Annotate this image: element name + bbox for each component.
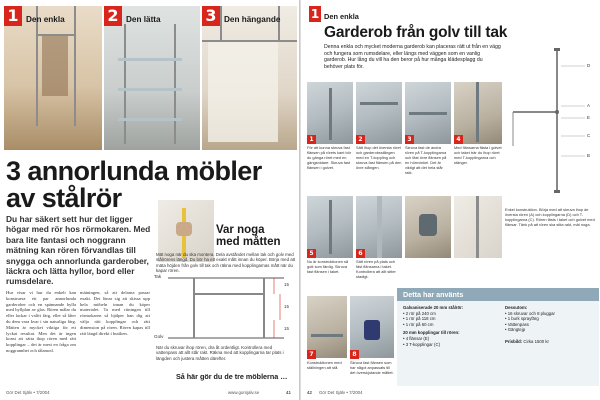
step-number-6: 6 <box>356 249 365 258</box>
step-number-2: 2 <box>356 135 365 144</box>
factbox-line: • 3 T-kopplingar (C) <box>403 341 441 347</box>
section-number: 1 <box>310 7 320 21</box>
step-photo-7 <box>307 296 347 358</box>
step-photo-8 <box>350 296 394 358</box>
factbox-line: • Vattenpass <box>505 321 529 327</box>
step-caption-8: Skruva fast flänsen som har något anpassats till det överskjutande måttet. <box>350 360 394 375</box>
strap-text: Så här gör du de tre möblerna … <box>176 372 288 381</box>
factbox-line: • Gängtejp <box>505 327 526 333</box>
factbox-col2 <box>505 305 595 345</box>
section-lead: Denna enkla och mycket moderna garderob kan placeras rätt ut från en vägg och fungera som rumsdelare, eller längs med väggen som en vanlig garderob. Hur lång du vill ha den beror på hur många klädesplagg du behöver plats för. <box>324 44 501 71</box>
article-title-line1: 3 annorlunda möbler <box>6 156 262 186</box>
footer-right: Gör Det Själv • 7/2004 <box>319 390 363 395</box>
panel-number-1: 1 <box>4 6 22 26</box>
matten-title-line1: Var noga <box>216 224 265 236</box>
step-number-1: 1 <box>307 135 316 144</box>
footer-url: www.gorsjalv.se <box>228 390 260 395</box>
panel-label-2: Den lätta <box>126 15 161 24</box>
factbox-line: • 2 rör på 240 cm <box>403 310 436 316</box>
step-caption-6: Sätt rören på plats och fäst flänsarna i taket. Kontrollera att allt sitter stadigt. <box>356 259 396 279</box>
wardrobe-spec-drawing <box>503 46 599 196</box>
spec-label-c: C <box>587 133 591 138</box>
step-caption-4: Med flänsarna fästa i golvet och taket trär du ihop röret med T-kopplingarna och stänger. <box>454 145 502 165</box>
article-lead: Du har säkert sett hur det ligger högar med rör hos rörmokaren. Med bara lite fantasi och noggrann mätning kan rören förvandlas till snygga och annorlunda garderober, läckra och lätta hyllor, bord eller rumsdelare. <box>6 214 151 287</box>
measurement-diagram <box>154 272 296 366</box>
step-caption-1: För att kunna skruva fast flänsen på rörets kant bör du gänga röret med en gängsnidare. Skruva fast flänsen i golvet. <box>307 145 352 170</box>
matten-caption: Mät noga när du ska montera. Dela avståndet mellan tak och golv med stålrörens längd. Du bör ha ett exakt mått innan du köper. Börja med att mäta höjden från golv till tak och räkna med kopplingarnas mått när du kapar rören. <box>156 252 296 274</box>
factbox-line: • 4 flänsar (E) <box>403 335 430 341</box>
diagram-caption: När du skruvar ihop rören, dra åt ordentligt. Kontrollera med vattenpass att allt står rakt. Räkna med att kopplingarna tar plats i längden och justera måtten därefter. <box>156 345 284 361</box>
panel-number-2: 2 <box>104 6 122 26</box>
step-number-8: 8 <box>350 350 359 359</box>
step-number-4: 4 <box>454 135 463 144</box>
step-number-7: 7 <box>307 350 316 359</box>
photo-den-latta <box>104 6 200 150</box>
footer-left: Gör Det Själv • 7/2004 <box>6 390 50 395</box>
step-caption-7: Konstruktionen med ställningen att stå. <box>307 360 342 370</box>
body-column-1: Hur visar vi hur du enkelt kan konstruera ett par annorlunda garderober och en spännande hylla med hyllplan av glas. Rören målar du eller lackar i valfri färg, eller så låter du dem vara kvar i sin naturliga färg. Mätten är mycket viktiga för ett lyckat resultat. Men det är ingen konst att sätta ihop rören med rätt kopplingar – det är mest en fråga om noggrannhet och tålamod. <box>6 290 76 353</box>
factbox-line: • 16 skruvar och 8 pluggar <box>505 310 555 316</box>
factbox-line: • 1 rör på 118 cm <box>403 316 436 322</box>
diagram-dim-top: 15 <box>284 282 289 287</box>
spec-label-b: B <box>587 153 590 158</box>
article-title-line2: av stålrör <box>6 183 122 213</box>
photo-den-enkla <box>4 6 102 150</box>
right-page <box>301 0 600 400</box>
factbox-title: Detta har använts <box>397 288 599 301</box>
page-number-right: 42 <box>307 390 312 395</box>
section-kicker: Den enkla <box>324 12 359 21</box>
side-note-photo <box>454 196 502 258</box>
side-note: Enkel konstruktion. Börja med att skruva ihop de översta rören (A) och kopplingarna (D) och T-kopplingarna (C). Rören fästs i taket och golvet med flänsar. Tänk på att rören ska sitta rakt, mät noga. <box>505 207 595 227</box>
factbox-line: Prisbild: Cirka 1500 kr <box>505 338 549 344</box>
page-number-left: 41 <box>286 390 291 395</box>
step-photo-7-top <box>405 196 451 258</box>
diagram-dim-low: 15 <box>284 326 289 331</box>
materials-factbox <box>397 288 599 386</box>
factbox-line: Dessutom: <box>505 305 528 310</box>
factbox-line: • 1 rör på 60 cm <box>403 321 434 327</box>
panel-label-1: Den enkla <box>26 15 65 24</box>
article-title <box>6 158 298 212</box>
left-page <box>0 0 299 400</box>
factbox-line: 20 mm kopplingar till rören: <box>403 330 460 336</box>
step-caption-5: Nu är konstruktionen så gott som färdig. Skruva fast flänsen i taket. <box>307 259 349 274</box>
factbox-col1 <box>403 305 497 347</box>
step-caption-2: Sätt ihop det översta röret och garderobsstången med en T-koppling och skruva fast flänsen på den övre stången. <box>356 145 402 170</box>
diagram-dim-mid: 15 <box>284 304 289 309</box>
step-caption-3: Skruva fast de andra rören på T-kopplingarna och fäst övre flänsen på en hörnvinkel. Det är viktigt att det hela står rakt. <box>405 145 447 175</box>
spec-label-a: A <box>587 103 590 108</box>
matten-box <box>216 224 296 248</box>
photo-den-hangande <box>202 6 297 150</box>
step-number-5: 5 <box>307 249 316 258</box>
factbox-line: Galvaniserade 20 mm stålrör: <box>403 305 464 310</box>
matten-title-line2: med måtten <box>216 236 281 248</box>
spec-label-e: E <box>587 115 590 120</box>
body-column-2: mätningen, så att delarna passar exakt. Det lönar sig att skissa upp hela möbeln innan du köper materialet. Ta med ritningen till rörmokaren så hjälper han dig att välja rätt kopplingar och rätt dimension på rören. Rören kapas till rätt längd direkt i butiken. <box>80 290 150 336</box>
spec-label-d: D <box>587 63 591 68</box>
diagram-drawing <box>154 272 296 344</box>
factbox-line: • 1 burk sprayfärg <box>505 316 539 322</box>
panel-number-3: 3 <box>202 6 220 26</box>
diagram-label-tak: Tak <box>154 274 162 279</box>
diagram-label-golv: Golv <box>154 334 164 339</box>
panel-label-3: Den hängande <box>224 15 281 24</box>
section-title: Garderob från golv till tak <box>324 24 508 41</box>
step-number-3: 3 <box>405 135 414 144</box>
